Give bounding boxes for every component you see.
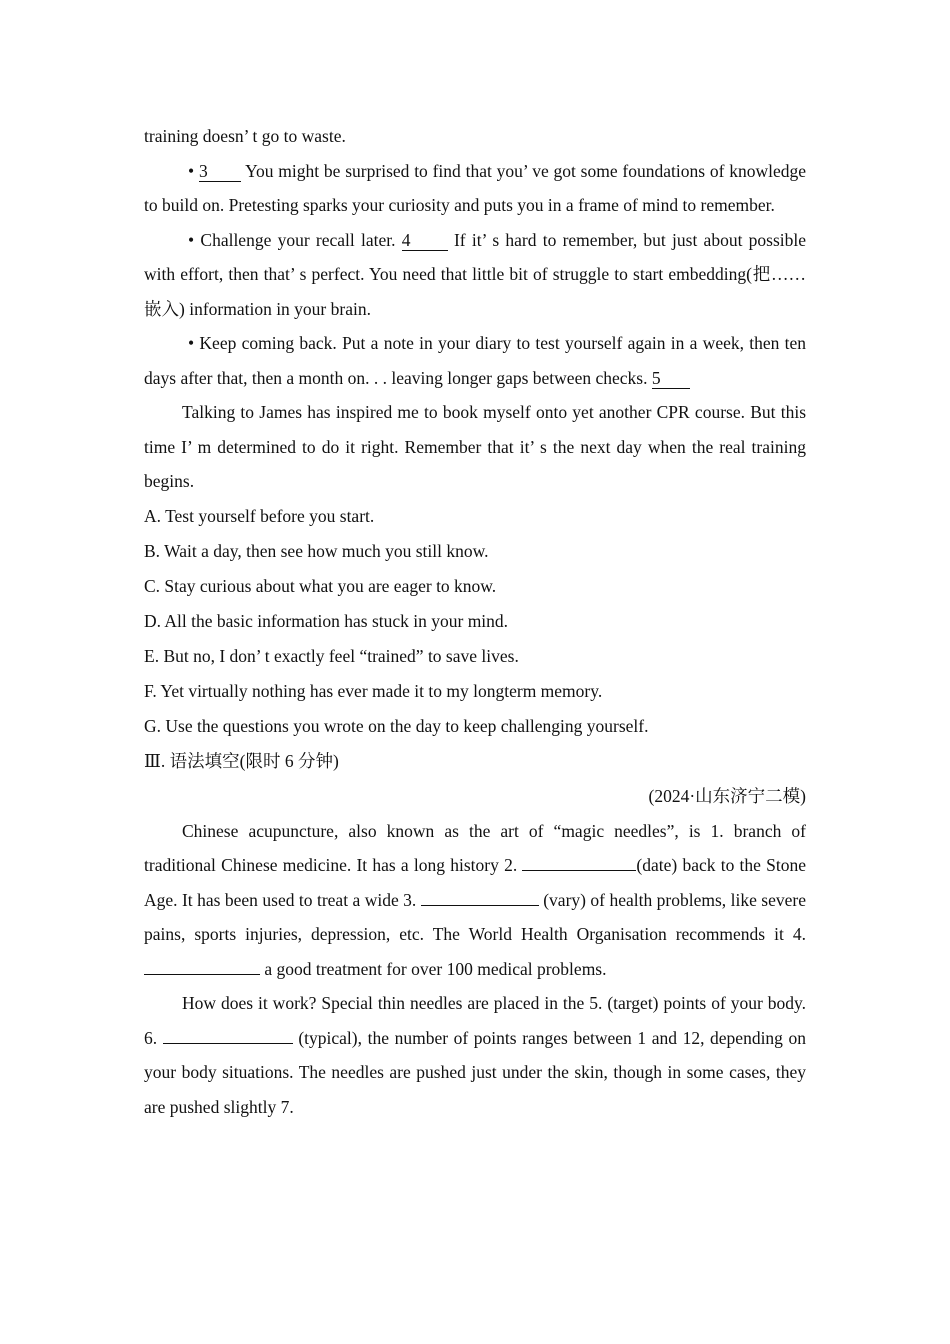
blank-3[interactable]: 3 xyxy=(199,161,241,182)
option-e: E. But no, I don’ t exactly feel “trained” to save lives. xyxy=(144,645,519,666)
grammar-paragraph-1: Chinese acupuncture, also known as the art of “magic needles”, is 1. branch of traditional Chinese medicine. It has a long history 2. (date) back to the Stone Age. It has been used to treat a wide 3. (vary) of health problems, like severe pains, sports injuries, depression, etc. The World Health Organisation recommends it 4. a good treatment for over 100 medical problems. xyxy=(144,820,806,979)
blank-4-grammar[interactable] xyxy=(144,958,260,975)
option-g: G. Use the questions you wrote on the day to keep challenging yourself. xyxy=(144,715,649,736)
options-list xyxy=(144,499,806,744)
blank-5[interactable]: 5 xyxy=(652,368,690,389)
section-heading: Ⅲ. 语法填空(限时 6 分钟) xyxy=(144,750,339,771)
document-page xyxy=(144,119,806,1124)
bullet-icon: • xyxy=(188,333,195,353)
bullet-icon: • xyxy=(188,160,195,181)
closing-paragraph: Talking to James has inspired me to book myself onto yet another CPR course. But this time I’ m determined to do it right. Remember that it’ s the next day when the real training begins. xyxy=(144,402,806,491)
bullet-icon: • xyxy=(188,229,195,250)
intro-tail-line: training doesn’ t go to waste. xyxy=(144,126,346,146)
grammar-paragraph-2: How does it work? Special thin needles are placed in the 5. (target) points of your body. 6. (typical), the number of points ranges between 1 and 12, depending on your body situations. The needles are pushed just under the skin, though in some cases, they are pushed slightly 7. xyxy=(144,993,807,1117)
option-c: C. Stay curious about what you are eager to know. xyxy=(144,575,497,596)
blank-2[interactable] xyxy=(522,854,636,871)
bullet-item-5: • Keep coming back. Put a note in your diary to test yourself again in a week, then ten days after that, then a month on. . . leaving longer gaps between checks. 5 xyxy=(144,333,807,388)
option-a: A. Test yourself before you start. xyxy=(144,505,375,526)
bullet-item-4: • Challenge your recall later. 4 If it’ s hard to remember, but just about possible with effort, then that’ s perfect. You need that little bit of struggle to start embedding(把……嵌入) information in your brain. xyxy=(144,229,807,319)
blank-4[interactable]: 4 xyxy=(402,230,448,251)
blank-6[interactable] xyxy=(163,1027,293,1044)
blank-3-grammar[interactable] xyxy=(421,889,539,906)
bullet-item-3: • 3 You might be surprised to find that you’ ve got some foundations of knowledge to build on. Pretesting sparks your curiosity and puts you in a frame of mind to remember. xyxy=(144,160,807,215)
exam-source: (2024·山东济宁二模) xyxy=(648,785,806,806)
option-f: F. Yet virtually nothing has ever made it to my longterm memory. xyxy=(144,680,603,701)
option-b: B. Wait a day, then see how much you still know. xyxy=(144,540,489,561)
option-d: D. All the basic information has stuck in your mind. xyxy=(144,610,509,631)
